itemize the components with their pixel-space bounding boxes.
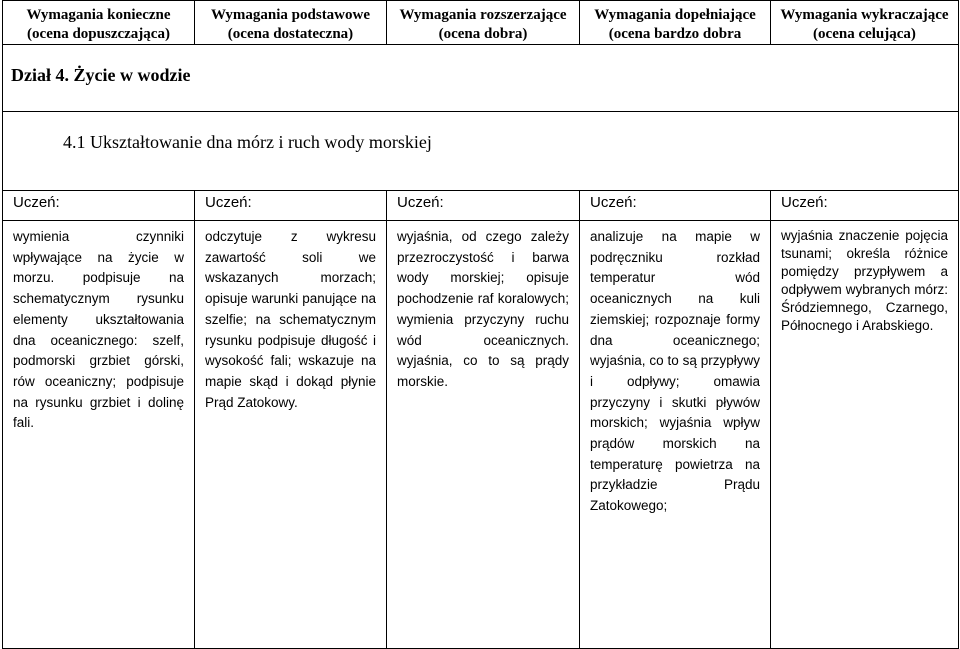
header-grade: (ocena dopuszczająca) [27, 26, 170, 42]
student-label: Uczeń: [387, 191, 580, 221]
requirement-wykraczajace: wyjaśnia znaczenie pojęcia tsunami; określa różnice pomiędzy przypływem a odpływem wybranych mórz: Śródziemnego, Czarnego, Północnego i Arabskiego. [771, 221, 959, 649]
requirement-dopelniajace: analizuje na mapie w podręczniku rozkład temperatur wód oceanicznych na kuli ziemskiej; rozpoznaje formy dna oceanicznego; wyjaśnia, co to są przypływy i odpływy; omawia przyczyny i skutki pływów morskich; wyjaśnia wpływ prądów morskich na temperaturę powietrza na przykładzie Prądu Zatokowego; [580, 221, 771, 649]
header-grade: (ocena dostateczna) [227, 26, 354, 42]
student-label: Uczeń: [195, 191, 387, 221]
student-label: Uczeń: [580, 191, 771, 221]
header-cell-dopelniajace [580, 1, 771, 45]
header-grade: (ocena celująca) [813, 26, 916, 42]
header-grade: (ocena bardzo dobra [608, 26, 742, 42]
subsection-row [3, 112, 959, 191]
requirements-table [2, 0, 959, 649]
requirement-konieczne: wymienia czynniki wpływające na życie w morzu. podpisuje na schematycznym rysunku elementy ukształtowania dna oceanicznego: szelf, podmorski grzbiet górski, rów oceaniczny; podpisuje na rysunku grzbiet i dolinę fali. [3, 221, 195, 649]
header-cell-wykraczajace [771, 1, 959, 45]
requirement-rozszerzajace: wyjaśnia, od czego zależy przezroczystość i barwa wody morskiej; opisuje pochodzenie raf koralowych; wymienia przyczyny ruchu wód oceanicznych. wyjaśnia, co to są prądy morskie. [387, 221, 580, 649]
student-label: Uczeń: [3, 191, 195, 221]
header-title: Wymagania podstawowe [210, 7, 371, 23]
requirement-podstawowe: odczytuje z wykresu zawartość soli we wskazanych morzach; opisuje warunki panujące na szelfie; na schematycznym rysunku podpisuje długość i wysokość fali; wskazuje na mapie skąd i dokąd płynie Prąd Zatokowy. [195, 221, 387, 649]
section-row [3, 45, 959, 112]
section-title: Dział 4. Życie w wodzie [3, 45, 959, 112]
header-title: Wymagania dopełniające [594, 7, 756, 23]
header-row [3, 1, 959, 45]
header-title: Wymagania wykraczające [780, 7, 949, 23]
header-title: Wymagania konieczne [26, 7, 171, 23]
header-title: Wymagania rozszerzające [399, 7, 567, 23]
requirements-row [3, 221, 959, 649]
header-grade: (ocena dobra) [438, 26, 528, 42]
student-label: Uczeń: [771, 191, 959, 221]
header-cell-konieczne [3, 1, 195, 45]
subsection-title: 4.1 Ukształtowanie dna mórz i ruch wody morskiej [3, 112, 959, 191]
header-cell-rozszerzajace [387, 1, 580, 45]
header-cell-podstawowe [195, 1, 387, 45]
student-label-row [3, 191, 959, 221]
